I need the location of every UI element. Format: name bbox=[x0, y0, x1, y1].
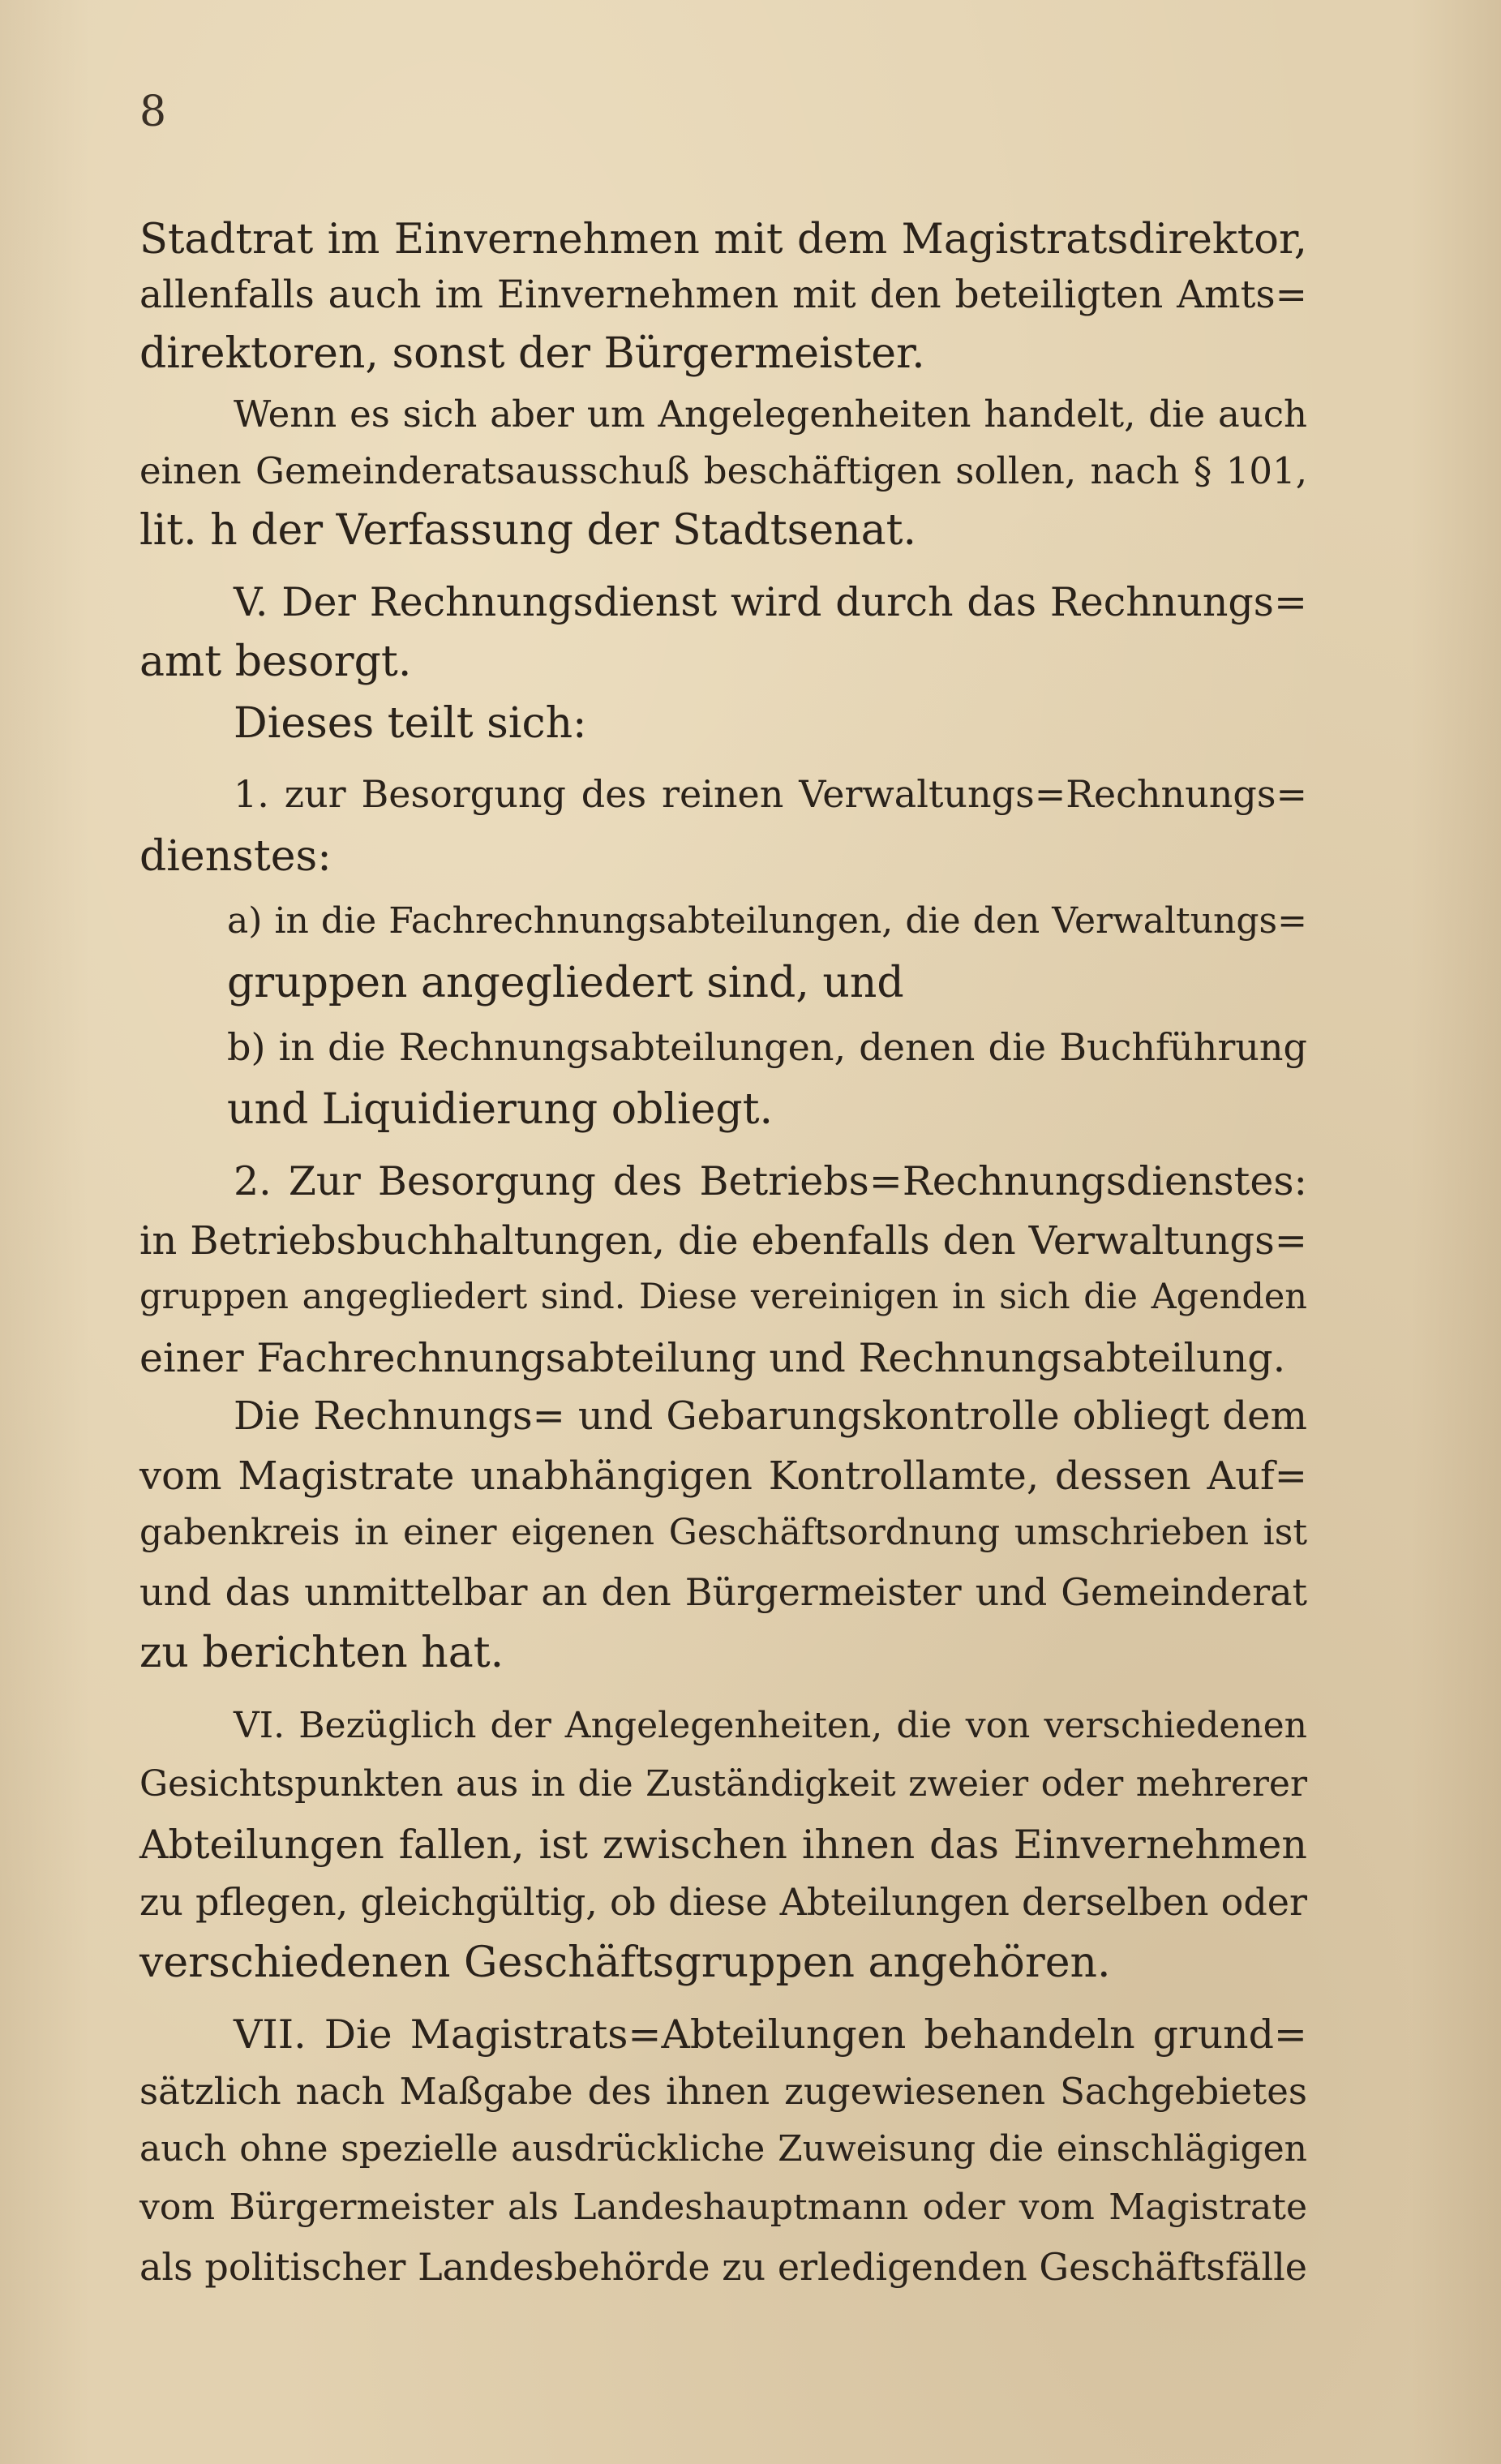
text-line: Wenn es sich aber um Angelegenheiten handelt, die auch bbox=[234, 393, 1307, 436]
text-line: und Liquidierung obliegt. bbox=[227, 1085, 774, 1134]
text-line: gruppen angegliedert sind, und bbox=[227, 959, 904, 1007]
text-line: Stadtrat im Einvernehmen mit dem Magistratsdirektor, bbox=[139, 216, 1307, 264]
text-line: vom Bürgermeister als Landeshauptmann oder vom Magistrate bbox=[139, 2187, 1307, 2228]
text-line: Gesichtspunkten aus in die Zuständigkeit zweier oder mehrerer bbox=[139, 1763, 1307, 1805]
text-line: dienstes: bbox=[139, 832, 332, 881]
text-line: Die Rechnungs= und Gebarungskontrolle obliegt dem bbox=[234, 1393, 1307, 1439]
text-line: als politischer Landesbehörde zu erledigenden Geschäftsfälle bbox=[139, 2245, 1307, 2289]
text-line: lit. h der Verfassung der Stadtsenat. bbox=[139, 506, 917, 555]
text-line: in Betriebsbuchhaltungen, die ebenfalls den Verwaltungs= bbox=[139, 1218, 1307, 1264]
text-line: amt besorgt. bbox=[139, 637, 412, 686]
text-line: 1. zur Besorgung des reinen Verwaltungs=Rechnungs= bbox=[234, 772, 1307, 816]
text-line: und das unmittelbar an den Bürgermeister und Gemeinderat bbox=[139, 1570, 1307, 1614]
text-line: Dieses teilt sich: bbox=[234, 699, 587, 748]
text-line: Abteilungen fallen, ist zwischen ihnen das Einvernehmen bbox=[139, 1822, 1307, 1868]
text-line: direktoren, sonst der Bürgermeister. bbox=[139, 329, 925, 378]
text-line: a) in die Fachrechnungsabteilungen, die den Verwaltungs= bbox=[227, 900, 1307, 942]
text-line: sätzlich nach Maßgabe des ihnen zugewiesenen Sachgebietes bbox=[139, 2070, 1307, 2113]
text-line: einer Fachrechnungsabteilung und Rechnungsabteilung. bbox=[139, 1335, 1286, 1381]
text-line: gruppen angegliedert sind. Diese vereinigen in sich die Agenden bbox=[139, 1277, 1307, 1317]
text-line: VI. Bezüglich der Angelegenheiten, die von verschiedenen bbox=[234, 1705, 1307, 1746]
text-line: verschiedenen Geschäftsgruppen angehören. bbox=[139, 1938, 1111, 1987]
text-line: einen Gemeinderatsausschuß beschäftigen sollen, nach § 101, bbox=[139, 449, 1307, 492]
text-line: zu pflegen, gleichgültig, ob diese Abteilungen derselben oder bbox=[139, 1880, 1307, 1924]
text-line: 2. Zur Besorgung des Betriebs=Rechnungsdienstes: bbox=[234, 1158, 1307, 1204]
page-number: 8 bbox=[139, 88, 167, 136]
text-line: vom Magistrate unabhängigen Kontrollamte, dessen Auf= bbox=[139, 1453, 1307, 1499]
text-line: allenfalls auch im Einvernehmen mit den beteiligten Amts= bbox=[139, 273, 1307, 317]
text-line: V. Der Rechnungsdienst wird durch das Rechnungs= bbox=[234, 579, 1307, 625]
text-line: b) in die Rechnungsabteilungen, denen die Buchführung bbox=[227, 1025, 1307, 1069]
text-line: auch ohne spezielle ausdrückliche Zuweisung die einschlägigen bbox=[139, 2128, 1307, 2170]
text-line: zu berichten hat. bbox=[139, 1629, 504, 1677]
text-line: gabenkreis in einer eigenen Geschäftsordnung umschrieben ist bbox=[139, 1512, 1307, 1553]
text-line: VII. Die Magistrats=Abteilungen behandeln grund= bbox=[234, 2011, 1307, 2058]
